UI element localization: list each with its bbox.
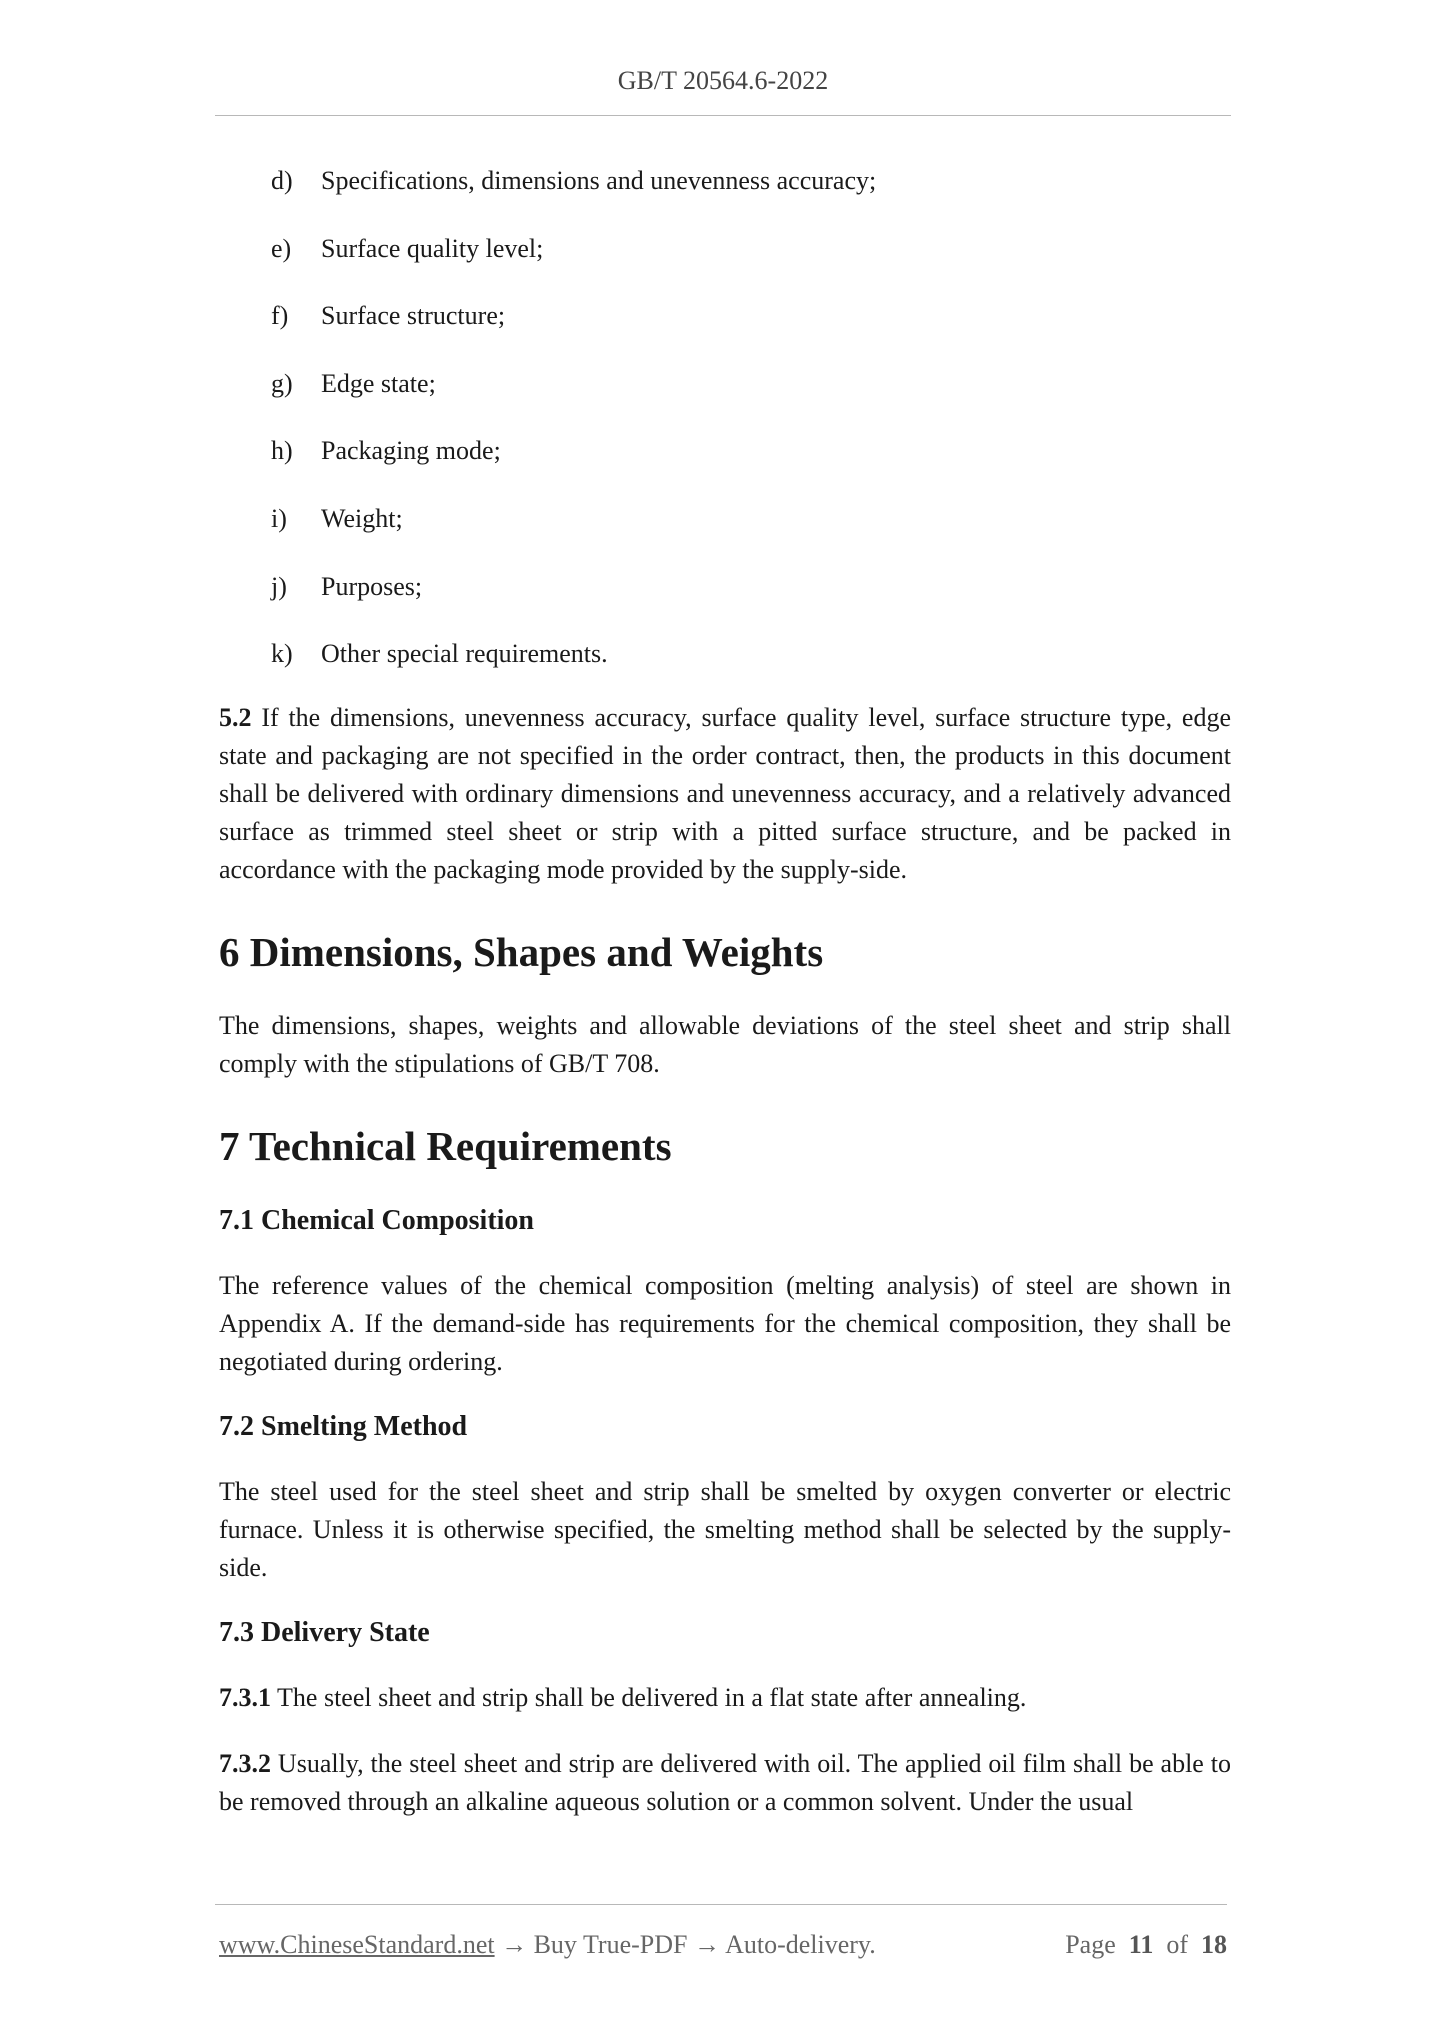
clause-5-2 (219, 699, 1231, 889)
section-7-1-text: The reference values of the chemical composition (melting analysis) of steel are shown in Appendix A. If the demand-side has requirements for the chemical composition, they shall be negotiated during ordering. (219, 1270, 1231, 1376)
requirements-list (219, 158, 1231, 699)
list-item (219, 564, 1231, 632)
section-7-3-heading: 7.3 Delivery State (219, 1616, 430, 1648)
list-text: Purposes; (321, 571, 423, 601)
clause-number: 7.3.1 (219, 1682, 271, 1712)
footer-links (219, 1925, 876, 1965)
list-marker: e) (271, 233, 292, 263)
current-page: 11 (1128, 1930, 1154, 1959)
list-item (219, 293, 1231, 361)
page-number (1065, 1925, 1227, 1965)
list-marker: i) (271, 503, 287, 533)
list-marker: d) (271, 166, 293, 195)
section-7-1-heading: 7.1 Chemical Composition (219, 1204, 534, 1236)
clause-text: Usually, the steel sheet and strip are delivered with oil. The applied oil film shall be able to be removed through an alkaline aqueous solution or a common solvent. Under the usual (219, 1748, 1231, 1816)
list-marker: g) (271, 368, 293, 398)
clause-number: 7.3.2 (219, 1748, 271, 1778)
list-text: Weight; (321, 503, 403, 533)
footer-divider (215, 1904, 1227, 1905)
list-marker: k) (271, 639, 293, 669)
section-6-heading: 6 Dimensions, Shapes and Weights (219, 928, 824, 975)
clause-number: 5.2 (219, 702, 252, 732)
clause-7-3-1 (219, 1679, 1231, 1717)
list-item (219, 496, 1231, 564)
clause-text: If the dimensions, unevenness accuracy, surface quality level, surface structure type, edge state and packaging are not specified in the order contract, then, the products in this document shall be delivered with ordinary dimensions and unevenness accuracy, and a relatively advanced surface as trimmed steel sheet or strip with a pitted surface structure, and be packed in accordance with the packaging mode provided by the supply-side. (219, 702, 1231, 884)
page-label: Page (1065, 1930, 1116, 1959)
list-text: Surface quality level; (321, 233, 544, 263)
list-item (219, 631, 1231, 699)
page-header: GB/T 20564.6-2022 (617, 66, 829, 95)
list-text: Surface structure; (321, 301, 506, 331)
buy-pdf-text: Buy True-PDF (533, 1930, 688, 1959)
section-6-text: The dimensions, shapes, weights and allowable deviations of the steel sheet and strip shall comply with the stipulations of GB/T 708. (219, 1010, 1231, 1078)
list-text: Edge state; (321, 368, 436, 398)
list-marker: h) (271, 436, 293, 466)
list-item (219, 428, 1231, 496)
clause-7-3-2 (219, 1745, 1231, 1821)
auto-delivery-text: Auto-delivery. (725, 1930, 876, 1959)
section-7-2-text: The steel used for the steel sheet and strip shall be smelted by oxygen converter or electric furnace. Unless it is otherwise specified, the smelting method shall be selected by the supply-side. (219, 1476, 1231, 1582)
list-text: Specifications, dimensions and unevenness accuracy; (321, 166, 877, 195)
arrow-icon: → (687, 1930, 726, 1959)
total-pages: 18 (1201, 1930, 1227, 1959)
section-7-heading: 7 Technical Requirements (219, 1122, 672, 1169)
list-item (219, 361, 1231, 429)
list-text: Other special requirements. (321, 639, 608, 669)
list-marker: j) (271, 571, 287, 601)
section-7-2-heading: 7.2 Smelting Method (219, 1410, 468, 1442)
of-label: of (1166, 1930, 1188, 1959)
list-text: Packaging mode; (321, 436, 501, 466)
list-item (219, 158, 1231, 226)
list-marker: f) (271, 301, 289, 331)
page-content (219, 158, 1231, 1821)
list-item (219, 226, 1231, 294)
clause-text: The steel sheet and strip shall be delivered in a flat state after annealing. (271, 1682, 1027, 1712)
header-divider (215, 115, 1231, 116)
arrow-icon: → (494, 1930, 534, 1959)
website-link[interactable]: www.ChineseStandard.net (219, 1930, 495, 1959)
